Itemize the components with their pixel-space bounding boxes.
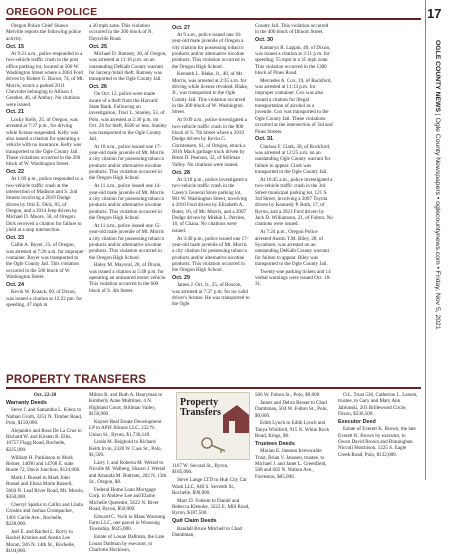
article-paragraph: At 9:21 a.m., police responded to a two-vehicle traffic crash in the post office parking lot, located at 500 W. Washington Street where a 2004 Ford driven by Robert G. Bacon, 74, of Mt. Morris, struck a parked 2011 Chevrolet belonging to Allison J. Geuther, 46, of Amboy. No citations were issued. — [6, 50, 84, 108]
property-column-4 — [255, 392, 333, 480]
article-paragraph: Estate of Everett K. Brown, the late Everett K. Brown by executor, to Owen David Brown and Brannighan Niccoli Hutchison, 1225 S. Eagle Creek Road, Polo, $132,000. — [338, 426, 416, 458]
article-paragraph: Marian E. Janssen Irrevocable Trust, Brian V. Janssen, trustee, to Michael J. and Janet L. Greenfield, 508 and 602 N. Walnut Ave., Forreston, $65,000. — [255, 448, 327, 480]
article-paragraph: Estate of Louan Dallman, the Late Louan Dallman by executor, to Charlotte Hockison, — [89, 534, 165, 553]
property-column-3 — [172, 463, 250, 538]
article-subhead: Oct. 22 — [6, 169, 24, 176]
article-paragraph: Callie A. Boyer, 23, of Oregon, was arrested at 7:26 a.m. for improper container. Boyer was transported to the Ogle County Jail. This violation occurred in the 500 block of W. Washington Street. — [6, 242, 84, 281]
section-divider — [6, 18, 421, 20]
article-subhead: Oct. 28 — [172, 169, 190, 176]
article-paragraph: 1167 W. Second St., Byron, $185,000. — [172, 463, 229, 476]
article-paragraph: Joel E. and Rachel L. Borry to Rachel Kristine and Austin Lee Moran, 926 N. 14th St., Rochelle, $104,000. — [6, 528, 76, 554]
article-paragraph: Edward C. Vock to Maas Woosung Farm LLC, one parcel in Woosung Township, $925,000. — [89, 513, 166, 533]
newspaper-name: OGLE COUNTY NEWS — [434, 40, 441, 113]
article-paragraph: At 1:09 p.m., police responded to a two-vehicle traffic crash at the intersection of Madison and S. 2nd Streets involving a 2019 Dodge driven by Otis E. Dick, 85, of Oregon, and a 2014 Jeep driven by Michael D. Moore, 58, of Oregon. Dick received a citation for failure to yield at a stop intersection. — [6, 176, 83, 234]
article-paragraph: Steve J. and Samantha L. Kienz to Nathan Groth, 3251 N. Timber Road, Polo, $150,000. — [6, 407, 83, 426]
article-paragraph: Linda M. Beighold to Richard Keith Irvin, 2320 W. Cass St., Polo, $1,500. — [89, 439, 162, 459]
article-paragraph: Cherryl Sparks to Collin and Linda Crosbie and Joshua Crumpacker, 1401 Carrie Ave., Rochelle, $228,000. — [6, 502, 83, 528]
newspaper-description: Ogle County Newspapers • oglecountynews.com — [434, 117, 441, 265]
article-paragraph: At 11 a.m., police issued one 14-year-old male juvenile of Mt. Morris a city citation for possessing tobacco products and/or alternative nicotine products. This violation occurred in the Oregon High School. — [89, 183, 165, 221]
article-paragraph: Oct. 22-28 — [33, 392, 57, 398]
article-paragraph: Larry J. and Roberta M. Wetzel to Nicolle M. Walberg, Shawn J. Wetzel and Amanda M. Buttram, 202 N. 13th St., Oregon, $0. — [89, 459, 167, 485]
article-paragraph: At 3:18 p.m., police investigated a two-vehicle traffic crash in the Casey's General Store parking lot, 901 W. Washington Street, involving a 2010 Ford driven by Elizabeth A. Buter, 16, of Mt. Morris, and a 2007 Dodge driven by Mikkie L. Perrine, 18, of Chana. No citations were issued. — [172, 176, 248, 234]
article-subhead: Oct. 23 — [6, 235, 24, 241]
article-subhead: Oct. 21 — [6, 109, 24, 116]
article-paragraph: Marc D. Folsom to Daniel and Rebecca Klenoke, 3222 E. Mill Road, Byron, $187,500. — [172, 497, 250, 517]
article-paragraph: County Jail. This violation occurred in the 400 block of Illinois Street. — [255, 23, 329, 36]
article-paragraph: Federal Home Loan Mortgage Corp. to Andrew Lee and Elaine Michelle Queredot, 5622 N. River Road, Byron, $50,000. — [89, 486, 159, 512]
property-column-2 — [89, 392, 167, 553]
page-side-strip — [425, 0, 459, 480]
article-paragraph: Milton R. and Ruth A. Hearyman to Kimberly Anne Multimer, 4 N. Highland Court, Stillman Valley, $150,000. — [89, 392, 163, 418]
page-number: 17 — [427, 6, 442, 21]
article-paragraph: Kayser Real Estate Development LP to APIF Illinois LLC, 232 N. Union St., Byron, $1,730,149. — [89, 418, 162, 438]
article-subhead: Oct. 29 — [172, 275, 190, 282]
article-paragraph: At 9 a.m., police issued one 16-year-old male juvenile of Oregon a city citation for possessing tobacco products and/or alternative nicotine products. This violation occurred in the Oregon High School. — [172, 31, 245, 70]
property-column-1 — [6, 392, 84, 554]
police-column-5 — [338, 23, 418, 371]
article-paragraph: a 30 mph zone. This violation occurred in the 200 block of N. Daysville Road. — [89, 23, 153, 42]
article-subhead: Quit Claim Deeds — [172, 518, 217, 525]
article-subhead: Executor Deed — [338, 418, 376, 425]
article-subhead: Oct. 30 — [255, 37, 273, 44]
article-paragraph: At 3:40 p.m., police issued one 17-year-old male juvenile of Mt. Morris a city citation for possessing tobacco products and/or alternative nicotine products. This violation occurred in the Oregon High School. — [172, 235, 249, 274]
article-paragraph: Edith Lynch to Edith Lynch and Tanya Whitford, 915 N. White Rock Road, Kings, $0. — [255, 420, 330, 440]
article-paragraph: Randall Bruce Mitchell to Chad Dambman, — [172, 525, 243, 538]
police-column-3 — [172, 23, 250, 371]
property-column-5 — [338, 392, 418, 480]
article-subhead: Warranty Deeds — [6, 399, 47, 406]
article-subhead: Oct. 25 — [89, 43, 107, 50]
article-paragraph: Alejandro and Rosa De La Cruz to Richard W. and Kirsten B. Ellis, 10757 Flagg Road, Rochelle, $225,000. — [6, 427, 82, 453]
article-paragraph: Clarissa F. Clark, 38, of Rockford, was arrested at 12:25 a.m. on an outstanding Ogle County warrant for failure to appear. Clark was transported to the Ogle County Jail. — [255, 143, 331, 176]
article-paragraph: O.L. Trust 536, Catherine L. Larsen, trustee, to Gary and Mary Ann Jablonski, 203 Brillewood Circle, Dixon, $236,500. — [338, 392, 418, 418]
article-paragraph: At 10 a.m., police issued one 17-year-old male juvenile of Mt. Morris a city citation for possessing tobacco products and/or alternative nicotine products. This violation occurred in the Oregon High School. — [89, 143, 165, 182]
article-paragraph: On Oct. 12, police were made aware of a theft from the Harvard State Bank. Following an investigation, Traci L. Stanley, 53, of Polo, was arrested at 2:30 p.m. on Oct. 26 for theft, $500 or less. Stanley was transported to the Ogle County Jail. — [89, 91, 167, 142]
article-paragraph: At 7:24 p.m., Oregon Police arrested Austin T.M. Riley, 28, of Sycamore, was arrested on an outstanding DeKalb County warrant for failure to appear. Riley was transported to the Ogle County Jail. — [255, 229, 329, 267]
property-transfers-logo — [176, 392, 250, 460]
article-subhead: Oct. 31 — [255, 136, 273, 143]
article-subhead: Oct. 15 — [6, 43, 24, 50]
article-paragraph: Oregon Police Chief Shawn Melville reports the following police activity. — [6, 23, 81, 42]
article-paragraph: Twenty-one parking tickets and 14 verbal warnings were issued Oct. 18-31. — [255, 268, 331, 288]
article-paragraph: Steve Lange LTD to Hub City Car Wash LLC, 840 S. Seventh St., Rochelle, $90,000. — [172, 477, 247, 496]
article-paragraph: Mercedes A. Cox, 19, of Rockford, was arrested at 11:13 p.m. for improper container. Cox was also issued a citation for illegal transportation of alcohol as a juvenile. Cox was transported to the Ogle County Jail. These violations occurred at the intersection of 3rd and Pines Streets. — [255, 77, 333, 135]
banner-separator: | — [434, 112, 441, 118]
section-title-oregon-police: OREGON POLICE — [6, 6, 98, 18]
section-title-property-transfers: PROPERTY TRANSFERS — [6, 374, 147, 386]
side-banner — [434, 40, 441, 420]
logo-text: Property Transfers — [180, 397, 221, 418]
article-subhead: Oct. 26 — [89, 84, 107, 91]
article-paragraph: Michael D. Ramsey, 30, of Oregon, was arrested at 11:16 p.m. on an outstanding DeKalb County warrant for larceny/retail theft. Ramsey was transported to the Ogle County Jail. — [89, 50, 167, 83]
article-paragraph: Mark J. Russel to Mark John Russel and Elissa Marie Russell, 5604 N. Leaf River Road, Mt. Morris, $350,000. — [6, 475, 84, 501]
article-paragraph: Kamaryn R. Lappin, 40, of Dixon, was issued a citation at 3:11 p.m. for speeding, 55 mph in a 35 mph zone. This violation occurred in the 1300 block of Pines Road. — [255, 44, 331, 76]
article-paragraph: James and Debra Besser to Chad Dambman, 504 W. Fulton St., Polo, $9,000. — [255, 399, 328, 419]
police-column-4 — [255, 23, 333, 371]
article-paragraph: Lucky Kelly, 25, of Oregon, was arrested at 7:37 p.m., for driving while license suspended. Kelly was also issued a citation for operating a vehicle with no insurance. Kelly was transported to the Ogle County Jail. These violations occurred in the 200 block of W. Washington Street. — [6, 116, 82, 168]
police-column-2 — [89, 23, 167, 371]
section-divider — [6, 387, 421, 389]
article-paragraph: Kenneth L. Blake, Jr., 40, of Mt. Morris, was arrested at 2:35 a.m. for driving while license revoked. Blake, Jr., was transported to the Ogle County Jail. This violation occurred in the 300 block of W. Washington Street. — [172, 71, 249, 116]
article-paragraph: James J. Orr, Jr., 25, of Roscoe, was arrested at 7:37 p.m. for no valid driver's license. He was transported to the Ogle — [172, 282, 250, 308]
banner-separator: • — [434, 264, 441, 271]
article-paragraph: 506 W. Fulton St., Polo, $9,000. — [255, 392, 321, 398]
article-subhead: Trustees Deeds — [255, 440, 295, 447]
article-paragraph: William H. Parkinson to Mark Reiner, 14696 and 14708 E. state Route 72, Davis Junction, $124,000. — [6, 454, 81, 474]
article-paragraph: At 9:09 a.m., police investigated a two-vehicle traffic crash in the 800 block of S. 7th Street where a 2019 Dodge driven by Kevin G. Christensen, 61, of Oregon, struck a 2016 Mack garbage truck driven by Brent D. Pearson, 32, of Stillman Valley. No citations were issued. — [172, 117, 247, 168]
article-paragraph: Haley M. Mayoral, 28, of Dixon, was issued a citation at 5:48 p.m. for operating an uninsured motor vehicle. This violation occurred in the 600 block of S. 4th Street. — [89, 262, 167, 294]
article-subhead: Oct. 24 — [6, 281, 24, 288]
article-subhead: Oct. 27 — [172, 24, 190, 31]
article-paragraph: At 10:45 a.m., police investigated a two-vehicle traffic crash in the 3rd Street municipal parking lot, 121 S. 3rd Street, involving a 2007 Toyota driven by Kennedy P. Roth, 17, of Byron, and a 2021 Ford driven by Jack D. Williamson, 21, of Fulton. No citations were issued. — [255, 176, 333, 228]
police-column-1 — [6, 23, 84, 371]
issue-date: Friday, Nov 5, 2021 — [434, 270, 441, 330]
article-paragraph: Kevin W. Kraack, 60, of Dixon, was issued a citation at 12:22 pm. for speeding, 47 mph in — [6, 289, 83, 308]
article-paragraph: At 11 a.m., police issued one 15-year-old male juvenile of Mt. Morris a city citation for possessing tobacco products and/or alternative nicotine products. This violation occurred in the Oregon High School. — [89, 222, 165, 261]
